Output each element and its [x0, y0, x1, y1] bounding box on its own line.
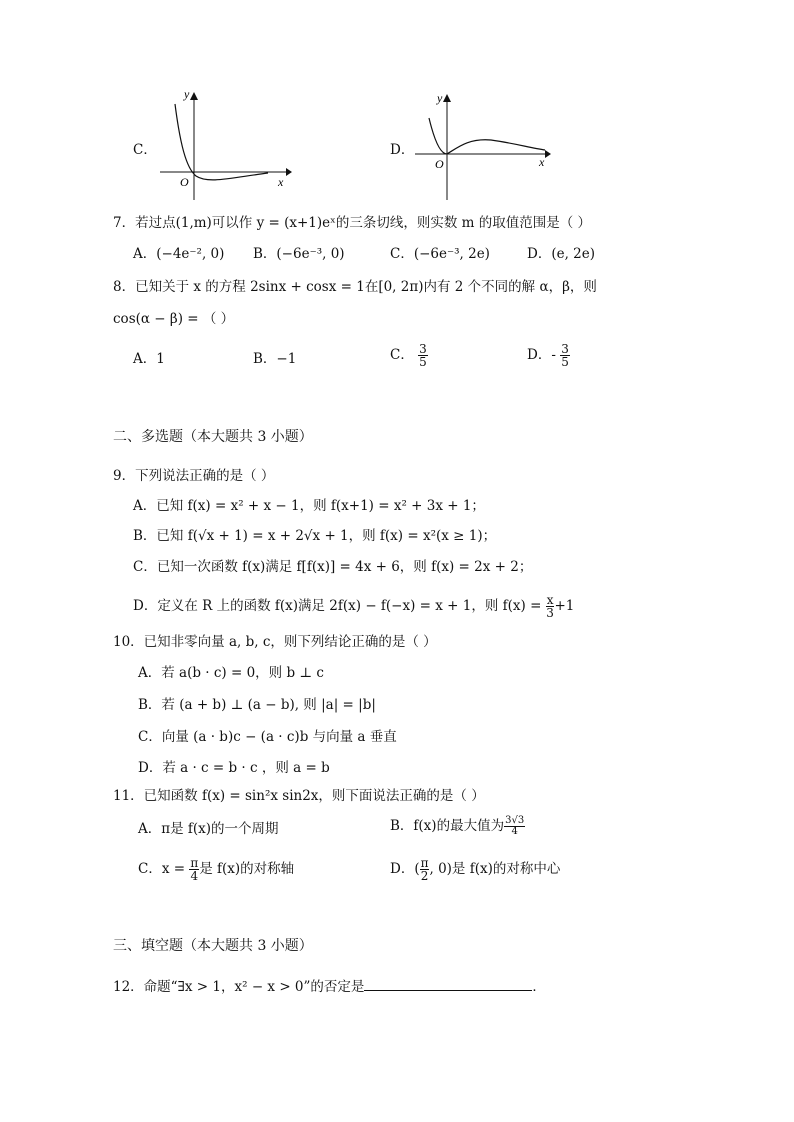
q8-option-d-label: D．-: [527, 347, 556, 363]
q11-option-c-fraction: $\frac{\pi}{4}$: [190, 856, 199, 883]
q9-option-b: B．已知 f(√x + 1) = x + 2√x + 1，则 f(x) = x²(x ≥ 1)；: [133, 528, 497, 544]
q8-option-c-label: C．: [390, 347, 414, 363]
q9-option-a: A．已知 f(x) = x² + x − 1，则 f(x+1) = x² + 3x + 1；: [133, 498, 485, 514]
q11-option-c-post: 是 f(x)的对称轴: [199, 861, 295, 877]
q8-option-a: A．1: [133, 351, 165, 367]
graph-c-origin: O: [180, 175, 189, 189]
q11-option-a: A．π是 f(x)的一个周期: [138, 821, 279, 837]
q8-stem-cont: cos(α − β) = （ ）: [113, 311, 235, 327]
q12-answer-blank[interactable]: [364, 977, 532, 991]
q12-stem: [113, 977, 546, 996]
q7-option-b: B．(−6e⁻³, 0): [253, 246, 345, 262]
q10-option-b: B．若 (a + b) ⊥ (a − b), 则 |a| = |b|: [138, 697, 376, 713]
option-c-label: C．: [133, 142, 157, 158]
q9-option-d-tail: +1: [554, 598, 575, 614]
q7-option-a: A．(−4e⁻², 0): [133, 246, 225, 262]
q9-option-d: [133, 594, 574, 619]
graph-c: [158, 88, 293, 203]
q11-option-b-fraction: $\frac{3√3}{4}$: [505, 815, 525, 837]
graph-c-x-label: x: [278, 175, 284, 189]
q12-end: ．: [532, 979, 546, 995]
option-d-label: D．: [390, 142, 415, 158]
q10-option-a: A．若 a(b · c) = 0，则 b ⊥ c: [138, 665, 324, 681]
q8-option-c: [390, 343, 428, 368]
q8-option-b: B．−1: [253, 351, 297, 367]
q11-option-c: [138, 857, 294, 882]
graph-d-y-label: y: [437, 91, 443, 105]
q9-option-d-text: D．定义在 R 上的函数 f(x)满足 2f(x) − f(−x) = x + 1，则 f(x) =: [133, 598, 546, 614]
q9-option-d-fraction: $\frac{x}{3}$: [546, 593, 554, 620]
graph-c-y-label: y: [184, 88, 190, 101]
q8-option-d-fraction: $\frac{3}{5}$: [561, 342, 569, 369]
q7-option-c: C．(−6e⁻³, 2e): [390, 246, 490, 262]
q11-option-d-post: , 0)是 f(x)的对称中心: [429, 861, 561, 877]
q10-option-d: D．若 a · c = b · c ，则 a = b: [138, 760, 330, 776]
q11-stem: 11．已知函数 f(x) = sin²x sin2x，则下面说法正确的是（ ）: [113, 788, 485, 804]
q11-option-b-text: B．f(x)的最大值为: [390, 818, 505, 834]
q7-option-d: D．(e, 2e): [527, 246, 596, 262]
q11-option-d: [390, 857, 560, 882]
q8-stem: 8．已知关于 x 的方程 2sinx + cosx = 1在[0, 2π)内有 2 个不同的解 α，β，则: [113, 279, 597, 295]
section-multiple-choice-heading: 二、多选题（本大题共 3 小题）: [113, 429, 313, 445]
q9-option-c: C．已知一次函数 f(x)满足 f[f(x)] = 4x + 6，则 f(x) = 2x + 2；: [133, 559, 533, 575]
graph-d-x-label: x: [539, 155, 545, 169]
q8-option-d: [527, 343, 570, 368]
q8-option-c-fraction: $\frac{3}{5}$: [419, 342, 427, 369]
graph-d-origin: O: [435, 157, 444, 171]
q11-option-d-pre: D．(: [390, 861, 420, 877]
q10-option-c: C．向量 (a · b)c − (a · c)b 与向量 a 垂直: [138, 729, 397, 745]
q7-stem: 7．若过点(1,m)可以作 y = (x+1)eˣ的三条切线，则实数 m 的取值范围是（ ）: [113, 215, 592, 231]
section-fill-in-heading: 三、填空题（本大题共 3 小题）: [113, 938, 313, 954]
q12-stem-text: 12．命题“∃x > 1，x² − x > 0”的否定是: [113, 979, 365, 995]
q9-stem: 9．下列说法正确的是（ ）: [113, 468, 275, 484]
q11-option-b: [390, 816, 525, 837]
q11-option-d-fraction: $\frac{\pi}{2}$: [420, 856, 429, 883]
q10-stem: 10．已知非零向量 a, b, c，则下列结论正确的是（ ）: [113, 634, 437, 650]
graph-d: [413, 88, 553, 203]
q11-option-c-pre: C．x =: [138, 861, 190, 877]
